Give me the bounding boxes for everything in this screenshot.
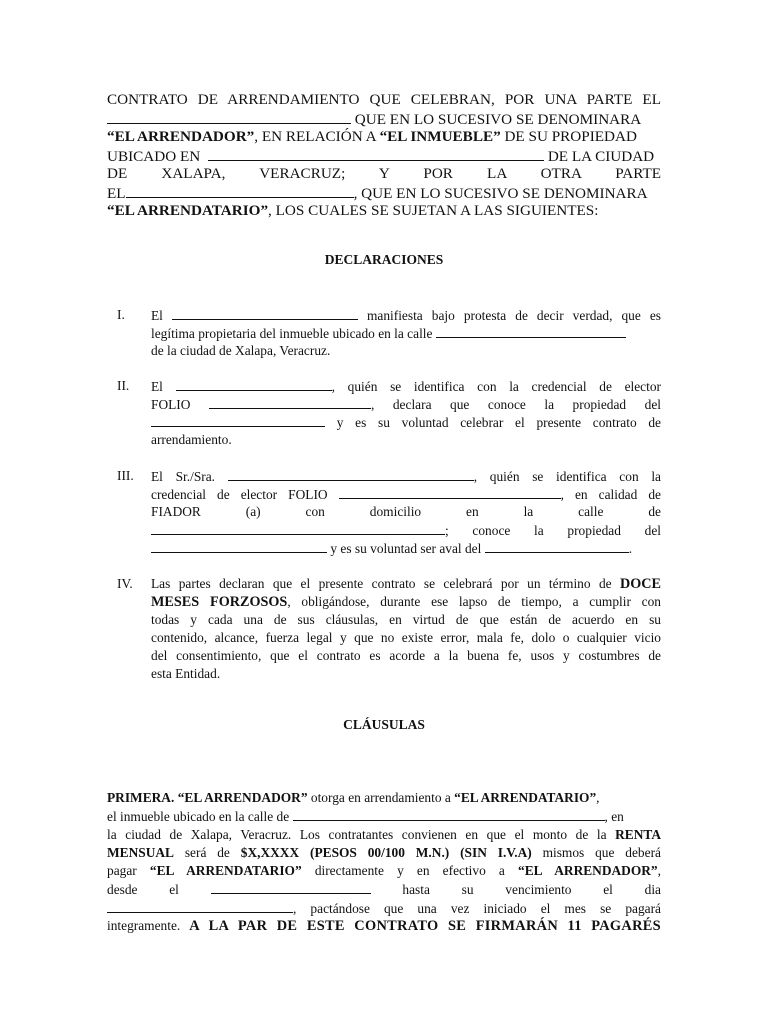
document-page: CONTRATO DE ARRENDAMIENTO QUE CELEBRAN, POR UNA PARTE EL QUE EN LO SUCESIVO SE DENOMINARA “EL ARRENDADOR”, EN RELACIÓN A “EL INMUEBLE” DE SU PROPIEDAD UBICADO EN DE LA CIUDAD DE XALAPA, VERACRUZ; Y POR LA OTRA PARTE EL , QUE EN LO SUCESIVO SE DENOMINARA “EL ARRENDATARIO”, LOS CUALES SE SUJETAN A LAS SIGUIENTES: DECLARACIONES I. El manifiesta bajo protesta de decir verdad, que es legítima propietaria del inmueble ubicado en la calle de la ciudad de Xalapa, Veracruz. II. El , quién se identifica con la credencial de elector FOLIO , declara que conoce la propiedad del y es su voluntad celebrar el presente contrato de arrendamiento. III. El Sr./Sra. , quién se identifica con la credencial de elector FOLIO , en calidad de FIADOR (a) con domicilio en la calle de ; conoce la propiedad del y es su voluntad ser aval del . IV. Las partes declaran que el presente contrato se celebrará por un término de DOCE MESES FORZOSOS, obligándose, durante ese lapso de tiempo, a cumplir con todas y cada una de sus cláusulas, en virtud de que están de acuerdo en su contenido, alcance, fuerza legal y que no existe error, mala fe, dolo o cualquier vicio del consentimiento, que el contrato es acorde a la buena fe, usos y costumbres de esta Entidad. CLÁUSULAS PRIMERA. “EL ARRENDADOR” otorga en arrendamiento a “EL ARRENDATARIO”, el inmueble ubicado en la calle de , en la ciudad de Xalapa, Veracruz. Los contratantes convienen en que el monto de la RENTA MENSUAL será de $X,XXXX (PESOS 00/100 M.N.) (SIN I.V.A) mismos que deberá pagar “EL ARRENDATARIO” directamente y en efectivo a “EL ARRENDADOR”, desde el hasta su vencimiento el dia , pactándose que una vez iniciado el mes se pagará integramente. A LA PAR DE ESTE CONTRATO SE FIRMARÁN 11 PAGARÉS [0, 0, 768, 1024]
blank-fiador-propiedad [151, 539, 327, 553]
blank-folio [209, 395, 371, 409]
blank-aval-de [485, 539, 629, 553]
blank-inmueble-address [208, 147, 544, 161]
blank-propiedad [151, 413, 325, 427]
blank-fiador-domicilio [151, 521, 445, 535]
declaracion-number: III. [117, 468, 134, 483]
term-inmueble: “EL INMUEBLE” [379, 128, 501, 145]
blank-fecha-vencimiento [107, 899, 293, 913]
preamble-line-6: EL , QUE EN LO SUCESIVO SE DENOMINARA [107, 184, 648, 202]
term-arrendatario: “EL ARRENDATARIO” [107, 202, 269, 219]
preamble-line-4: UBICADO EN DE LA CIUDAD [107, 147, 655, 165]
blank-nombre [176, 377, 332, 391]
preamble-line-5: DE XALAPA, VERACRUZ; Y POR LA OTRA PARTE [107, 165, 661, 182]
blank-calle [436, 324, 626, 338]
declaraciones-heading: DECLARACIONES [324, 252, 444, 267]
preamble-line-1: CONTRATO DE ARRENDAMIENTO QUE CELEBRAN, POR UNA PARTE EL [107, 91, 661, 108]
declaracion-number: II. [117, 378, 130, 393]
declaracion-number: IV. [117, 576, 133, 591]
blank-arrendador-name [107, 110, 351, 124]
preamble-line-7: “EL ARRENDATARIO”, LOS CUALES SE SUJETAN A LAS SIGUIENTES: [107, 202, 599, 219]
blank-fiador-name [228, 467, 474, 481]
term-arrendador: “EL ARRENDADOR” [107, 128, 255, 145]
blank-calle-inmueble [293, 807, 605, 821]
monto-renta: $X,XXXX (PESOS 00/100 M.N.) (SIN I.V.A) [240, 844, 532, 860]
preamble-line-3: “EL ARRENDADOR”, EN RELACIÓN A “EL INMUEBLE” DE SU PROPIEDAD [107, 128, 637, 145]
declaracion-number: I. [117, 307, 125, 322]
preamble-line-2: QUE EN LO SUCESIVO SE DENOMINARA [107, 110, 661, 129]
blank-fecha-inicio [211, 880, 371, 894]
contract-preamble [107, 91, 661, 221]
blank-propietario [172, 306, 358, 320]
clausula-label: PRIMERA. [107, 790, 175, 805]
blank-fiador-folio [339, 485, 561, 499]
clausula-primera: PRIMERA. “EL ARRENDADOR” otorga en arrendamiento a “EL ARRENDATARIO”, el inmueble ubicado en la calle de , en la ciudad de Xalapa, Veracruz. Los contratantes convienen en que el monto de la RENTA MENSUAL será de $X,XXXX (PESOS 00/100 M.N.) (SIN I.V.A) mismos que deberá pagar “EL ARRENDATARIO” directamente y en efectivo a “EL ARRENDADOR”, desde el hasta su vencimiento el dia , pactándose que una vez iniciado el mes se pagará integramente. A LA PAR DE ESTE CONTRATO SE FIRMARÁN 11 PAGARÉS [107, 790, 661, 935]
clausulas-heading: CLÁUSULAS [343, 717, 425, 732]
blank-arrendatario-name [126, 184, 354, 198]
